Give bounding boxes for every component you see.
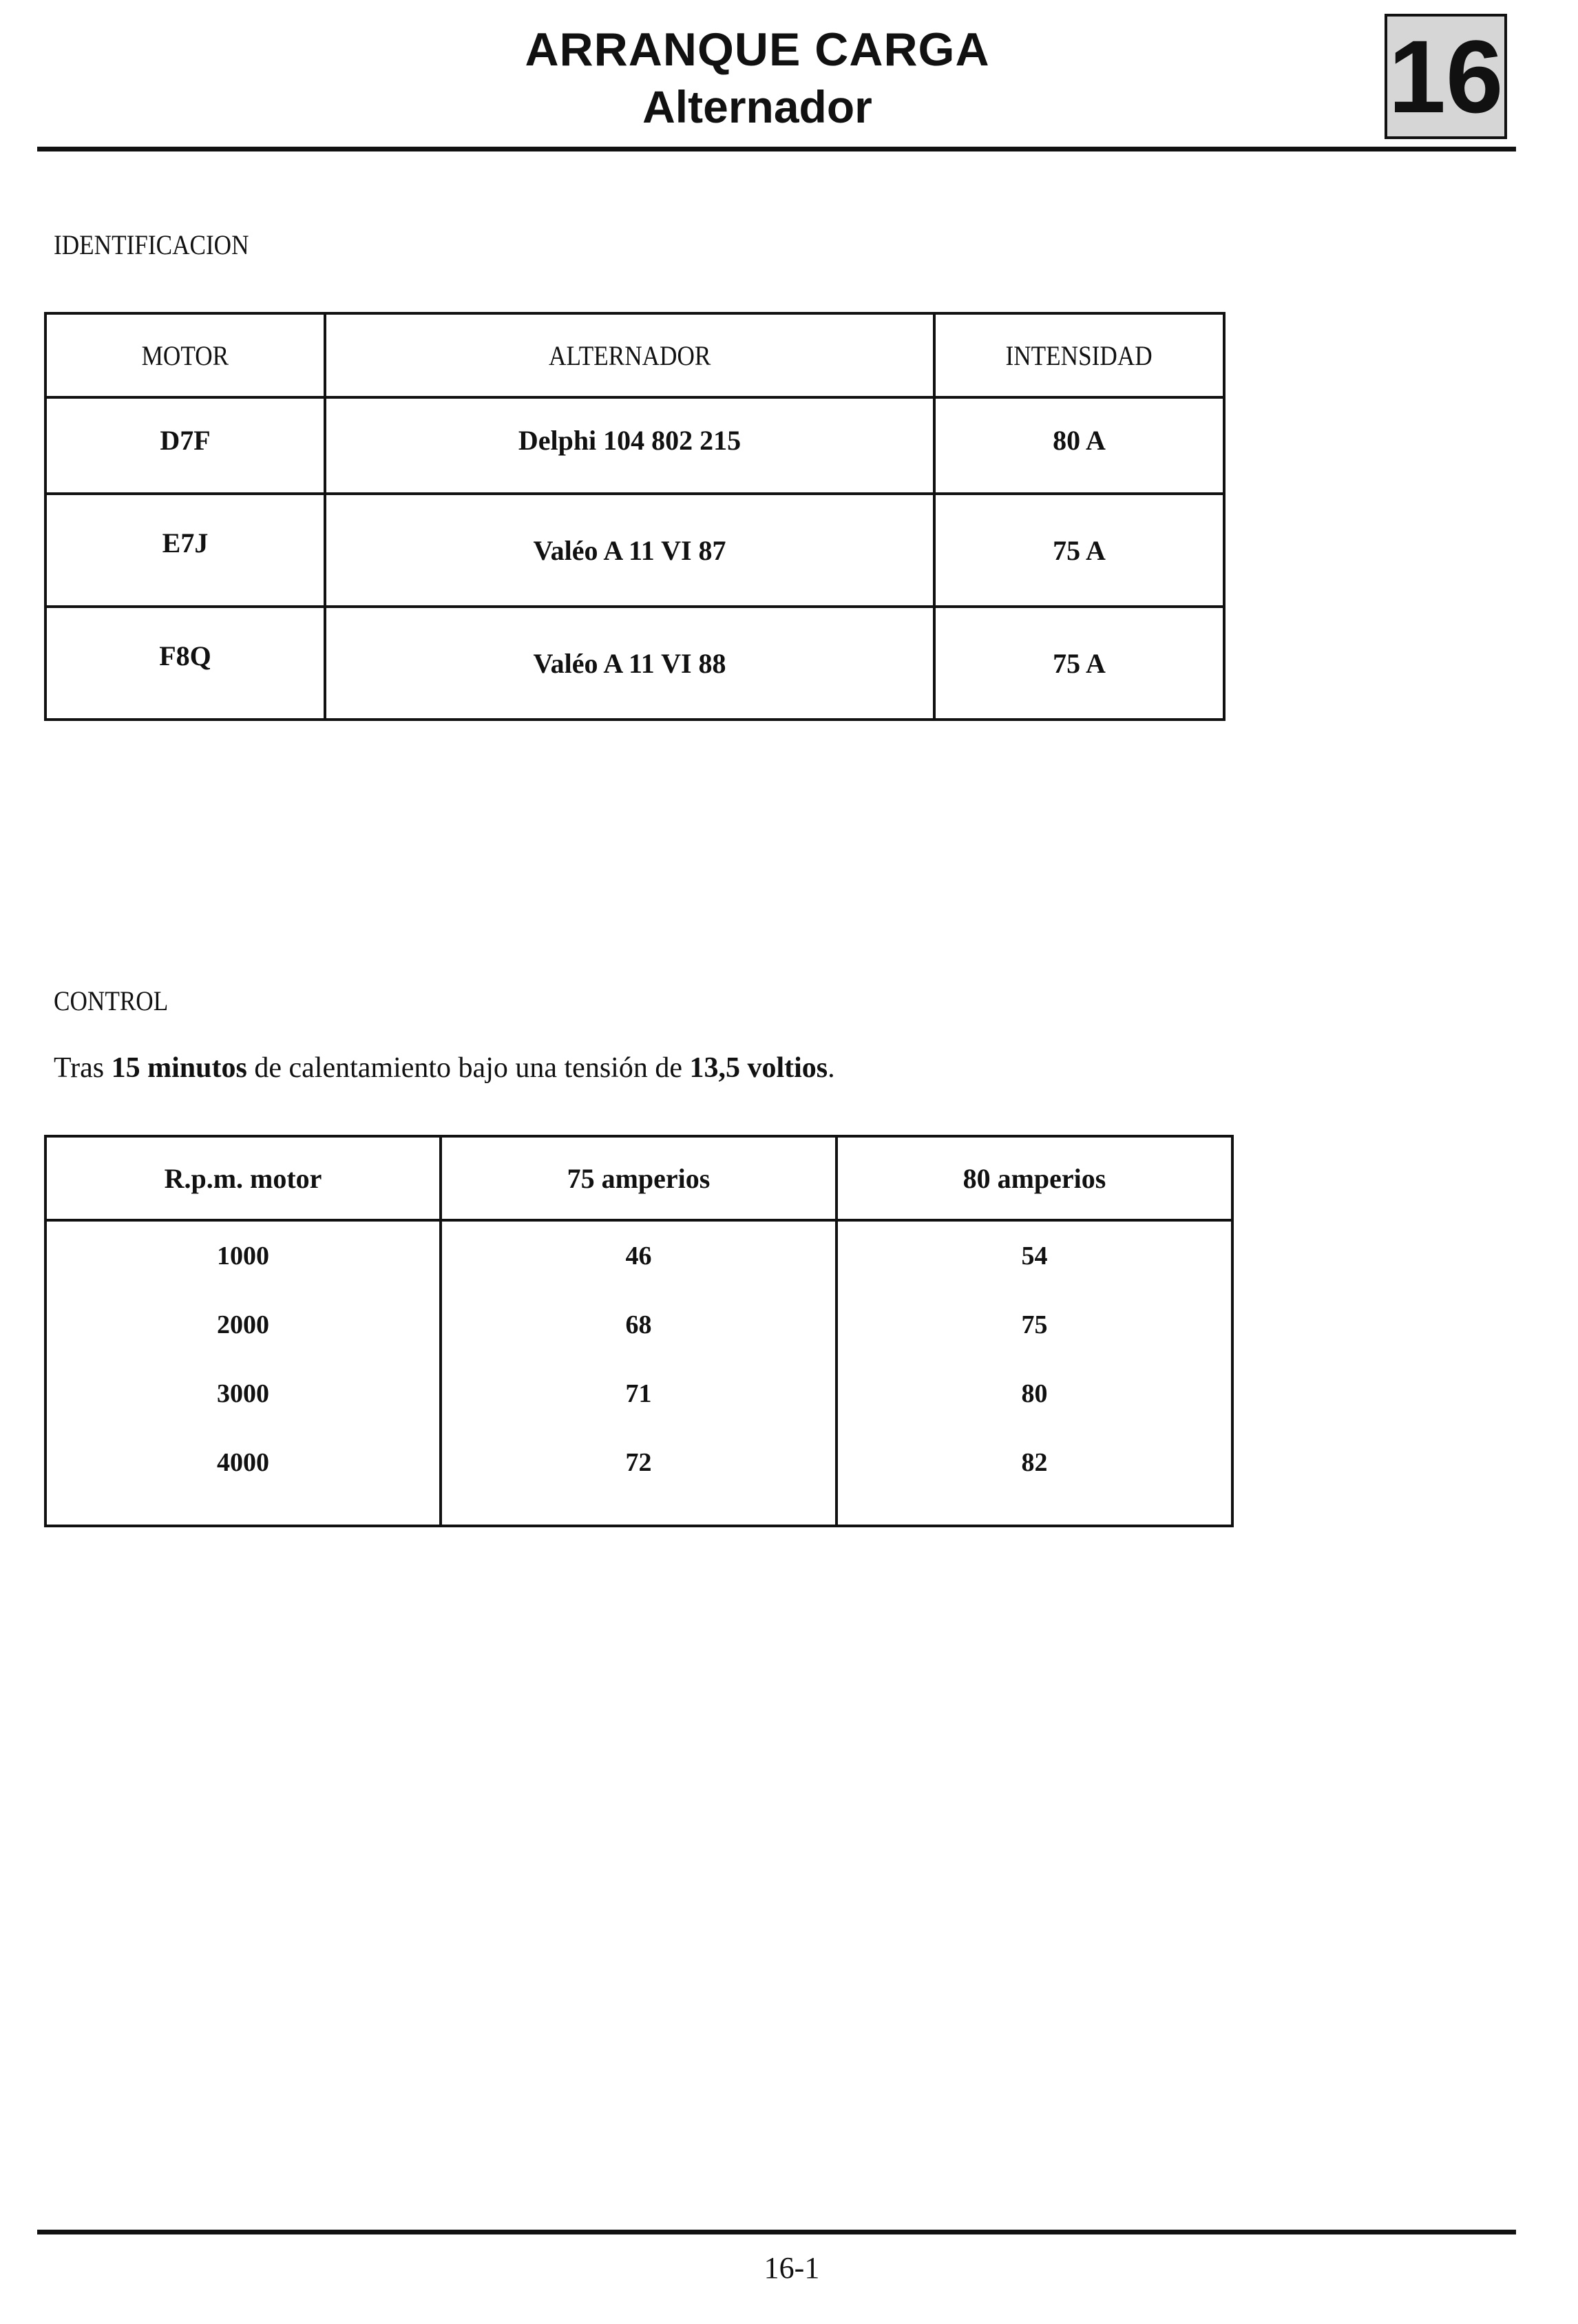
amp75-value: 46 <box>625 1242 652 1270</box>
column-header-intensidad: INTENSIDAD <box>934 313 1224 397</box>
alternador-cell: Delphi 104 802 215 <box>325 397 934 494</box>
amp75-value: 72 <box>625 1448 652 1477</box>
column-header-80-amperios: 80 amperios <box>837 1136 1232 1220</box>
chapter-number-box: 16 <box>1385 14 1507 139</box>
column-header-motor: MOTOR <box>45 313 325 397</box>
amp80-value: 54 <box>1021 1242 1048 1270</box>
footer-rule <box>37 2230 1516 2234</box>
alternador-cell: Valéo A 11 VI 87 <box>325 494 934 607</box>
table-row <box>45 397 1224 494</box>
amp75-column <box>441 1220 837 1526</box>
amp75-value: 68 <box>625 1310 652 1339</box>
amp80-column <box>837 1220 1232 1526</box>
identification-heading: IDENTIFICACION <box>54 229 249 260</box>
motor-cell: F8Q <box>45 607 325 720</box>
identification-table <box>44 312 1225 721</box>
page-title: ARRANQUE CARGA <box>525 23 990 76</box>
rpm-column <box>45 1220 441 1526</box>
page-subtitle: Alternador <box>642 81 872 132</box>
table-header-row <box>45 313 1224 397</box>
amp80-value: 80 <box>1021 1379 1048 1408</box>
amp80-value: 75 <box>1021 1310 1048 1339</box>
control-heading: CONTROL <box>54 985 169 1016</box>
header-rule <box>37 147 1516 151</box>
page-number: 16-1 <box>764 2251 820 2285</box>
rpm-value: 3000 <box>217 1379 269 1408</box>
column-header-75-amperios: 75 amperios <box>441 1136 837 1220</box>
intensidad-cell: 75 A <box>934 607 1224 720</box>
column-header-alternador: ALTERNADOR <box>325 313 934 397</box>
amp75-value: 71 <box>625 1379 652 1408</box>
alternador-cell: Valéo A 11 VI 88 <box>325 607 934 720</box>
rpm-value: 1000 <box>217 1242 269 1270</box>
control-table <box>44 1135 1234 1527</box>
rpm-value: 2000 <box>217 1310 269 1339</box>
rpm-value: 4000 <box>217 1448 269 1477</box>
control-intro-text: Tras 15 minutos de calentamiento bajo una tensión de 13,5 voltios. <box>54 1052 835 1084</box>
intensidad-cell: 80 A <box>934 397 1224 494</box>
page-title-block <box>413 21 1102 135</box>
motor-cell: D7F <box>45 397 325 494</box>
table-row <box>45 1220 1232 1526</box>
table-row <box>45 607 1224 720</box>
column-header-rpm: R.p.m. motor <box>45 1136 441 1220</box>
table-header-row <box>45 1136 1232 1220</box>
motor-cell: E7J <box>45 494 325 607</box>
amp80-value: 82 <box>1021 1448 1048 1477</box>
table-row <box>45 494 1224 607</box>
intensidad-cell: 75 A <box>934 494 1224 607</box>
